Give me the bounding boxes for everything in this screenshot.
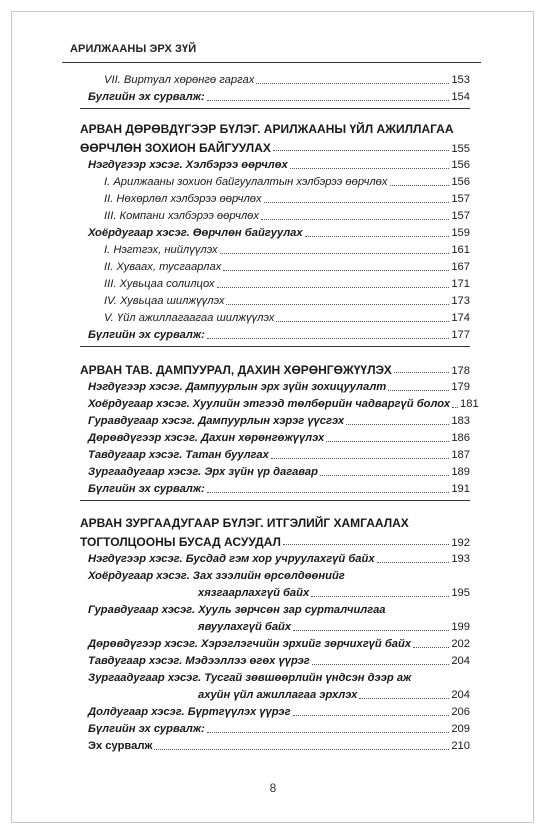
toc-entry-title: Гуравдугаар хэсэг. Дампуурлын хэрэг үүсгэх: [88, 415, 345, 427]
chapter-title: АРВАН ТАВ. ДАМПУУРАЛ, ДАХИН ХӨРӨНГӨЖҮҮЛЭХ: [80, 363, 392, 377]
toc-entry[interactable]: [80, 428, 470, 445]
dot-leader: [154, 749, 449, 750]
toc-entry[interactable]: [80, 411, 470, 428]
dot-leader: [311, 596, 449, 597]
toc-entry-title: Нэгдүгээр хэсэг. Бусдад гэм хор учруулахгүй байх: [88, 553, 375, 565]
header-rule: [62, 62, 481, 63]
toc-entry[interactable]: [80, 274, 470, 291]
toc-entry-page: 210: [451, 740, 470, 752]
dot-leader: [320, 475, 449, 476]
toc-entry[interactable]: [80, 719, 470, 736]
toc-entry-page: 159: [451, 227, 470, 239]
chapter-title-cont: ӨӨРЧЛӨН ЗОХИОН БАЙГУУЛАХ: [80, 141, 271, 155]
toc-entry-title: III. Хувьцаа солилцох: [104, 278, 215, 290]
toc-entry[interactable]: [80, 291, 470, 308]
toc-entry-title: явуулахгүй байх: [198, 621, 292, 633]
dot-leader: [207, 338, 449, 339]
toc-entry[interactable]: [80, 223, 470, 240]
toc-entry-title: Нэгдүгээр хэсэг. Хэлбэрээ өөрчлөх: [88, 159, 288, 171]
section-divider: [80, 500, 470, 501]
toc-entry[interactable]: [80, 394, 479, 411]
toc-entry-title: Эх сурвалж: [88, 740, 153, 752]
dot-leader: [388, 390, 449, 391]
toc-entry-title: II. Хуваах, тусгаарлах: [104, 261, 222, 273]
chapter-title-row[interactable]: [80, 137, 470, 155]
running-title: АРИЛЖААНЫ ЭРХ ЗҮЙ: [70, 43, 197, 55]
toc-entry-title: Дөрөвдүгээр хэсэг. Дахин хөрөнгөжүүлэх: [88, 432, 325, 444]
toc-entry-page: 157: [451, 193, 470, 205]
dot-leader: [359, 698, 449, 699]
dot-leader: [220, 253, 450, 254]
chapter-title[interactable]: АРВАН ДӨРӨВДҮГЭЭР БҮЛЭГ. АРИЛЖААНЫ ҮЙЛ АЖИЛЛАГАА: [80, 122, 454, 136]
dot-leader: [305, 236, 450, 237]
toc-entry[interactable]: [80, 685, 470, 702]
toc-entry-title: Бүлгийн эх сурвалж:: [88, 723, 205, 735]
dot-leader: [273, 150, 449, 151]
toc-entry-page: 183: [451, 415, 470, 427]
chapter-page: 155: [451, 143, 470, 155]
toc-entry-page: 167: [451, 261, 470, 273]
toc-entry[interactable]: [80, 172, 470, 189]
toc-entry-title: Булгийн эх сурвалж:: [88, 91, 205, 103]
toc-entry[interactable]: [80, 583, 470, 600]
chapter-title-row[interactable]: [80, 531, 470, 549]
table-of-contents: [80, 70, 479, 753]
toc-entry[interactable]: [80, 325, 470, 342]
toc-entry-page: 204: [451, 689, 470, 701]
toc-entry-page: 173: [451, 295, 470, 307]
toc-entry[interactable]: [80, 87, 470, 104]
toc-entry-title: I. Нэгтгэх, нийлүүлэх: [104, 244, 218, 256]
toc-entry[interactable]: [80, 702, 470, 719]
toc-entry[interactable]: [80, 257, 470, 274]
toc-entry-page: 195: [451, 587, 470, 599]
toc-entry-title: Бүлгийн эх сурвалж:: [88, 483, 205, 495]
dot-leader: [283, 544, 449, 545]
toc-entry[interactable]: [80, 377, 470, 394]
dot-leader: [413, 647, 449, 648]
toc-entry-page: 204: [451, 655, 470, 667]
toc-entry[interactable]: [80, 155, 470, 172]
dot-leader: [226, 304, 449, 305]
dot-leader: [377, 562, 450, 563]
dot-leader: [261, 219, 449, 220]
toc-entry-page: 191: [451, 483, 470, 495]
toc-entry[interactable]: [80, 189, 470, 206]
toc-entry-page: 154: [451, 91, 470, 103]
dot-leader: [394, 372, 450, 373]
dot-leader: [293, 715, 450, 716]
dot-leader: [207, 100, 450, 101]
toc-entry-title: Зургаадугаар хэсэг. Эрх зүйн үр дагавар: [88, 466, 318, 478]
chapter-title-cont: ТОГТОЛЦООНЫ БУСАД АСУУДАЛ: [80, 535, 281, 549]
toc-entry[interactable]: [80, 549, 470, 566]
section-divider: [80, 346, 470, 347]
toc-entry-title: Нэгдүгээр хэсэг. Дампуурлын эрх зүйн зохицуулалт: [88, 381, 387, 393]
toc-entry[interactable]: [80, 736, 470, 753]
toc-entry[interactable]: [80, 206, 470, 223]
toc-entry-title: хязгаарлахгүй байх: [198, 587, 310, 599]
toc-entry-title: ахуйн үйл ажиллагаа эрхлэх: [198, 689, 358, 701]
chapter-title[interactable]: АРВАН ЗУРГААДУГААР БҮЛЭГ. ИТГЭЛИЙГ ХАМГААЛАХ: [80, 516, 409, 530]
dot-leader: [390, 185, 450, 186]
toc-entry[interactable]: [80, 462, 470, 479]
dot-leader: [346, 424, 449, 425]
toc-entry-page: 199: [451, 621, 470, 633]
dot-leader: [207, 732, 449, 733]
toc-entry-title: Тавдугаар хэсэг. Татан буулгах: [88, 449, 269, 461]
toc-entry[interactable]: [80, 308, 470, 325]
toc-entry-title: III. Компани хэлбэрээ өөрчлөх: [104, 210, 260, 222]
dot-leader: [207, 492, 449, 493]
toc-entry[interactable]: [80, 617, 470, 634]
toc-entry-title: Хоёрдугаар хэсэг. Өөрчлөн байгуулах: [88, 227, 303, 239]
toc-entry-page: 153: [451, 74, 470, 86]
toc-entry-title: Дөрөвдүгээр хэсэг. Хэрэглэгчийн эрхийг зөрчихгүй байх: [88, 638, 412, 650]
dot-leader: [223, 270, 449, 271]
page-number: 8: [269, 781, 277, 795]
toc-entry-line[interactable]: Хоёрдугаар хэсэг. Зах зээлийн өрсөлдөөнийг: [88, 570, 345, 582]
toc-entry-page: 156: [451, 159, 470, 171]
toc-entry-page: 157: [451, 210, 470, 222]
toc-entry-title: Тавдугаар хэсэг. Мэдээллээ өгөх үүрэг: [88, 655, 310, 667]
dot-leader: [217, 287, 450, 288]
toc-entry[interactable]: [80, 651, 470, 668]
dot-leader: [326, 441, 449, 442]
dot-leader: [290, 168, 450, 169]
toc-entry-line[interactable]: Зургаадугаар хэсэг. Тусгай зөвшөөрлийн үндсэн дээр аж: [88, 672, 412, 684]
dot-leader: [312, 664, 450, 665]
dot-leader: [256, 83, 449, 84]
toc-entry-title: Бүлгийн эх сурвалж:: [88, 329, 205, 341]
toc-entry-page: 189: [451, 466, 470, 478]
dot-leader: [293, 630, 449, 631]
toc-entry-title: VII. Виртуал хөрөнгө гаргах: [104, 74, 255, 86]
toc-entry-page: 209: [451, 723, 470, 735]
toc-entry-page: 193: [451, 553, 470, 565]
chapter-page: 192: [451, 537, 470, 549]
toc-entry-page: 187: [451, 449, 470, 461]
toc-entry-page: 171: [451, 278, 470, 290]
toc-entry-page: 161: [451, 244, 470, 256]
toc-entry-page: 206: [451, 706, 470, 718]
dot-leader: [452, 407, 458, 408]
toc-entry-page: 179: [451, 381, 470, 393]
toc-entry-title: Хоёрдугаар хэсэг. Хуулийн этгээд төлбөрийн чадваргүй болох: [88, 398, 451, 410]
toc-entry-page: 177: [451, 329, 470, 341]
toc-entry[interactable]: [80, 445, 470, 462]
toc-entry-line[interactable]: Гуравдугаар хэсэг. Хууль зөрчсөн зар сурталчилгаа: [88, 604, 386, 616]
toc-entry-page: 181: [460, 398, 479, 410]
dot-leader: [276, 321, 449, 322]
chapter-title-row[interactable]: [80, 359, 470, 377]
dot-leader: [271, 458, 450, 459]
toc-entry-page: 202: [451, 638, 470, 650]
toc-entry[interactable]: [80, 70, 470, 87]
dot-leader: [264, 202, 450, 203]
toc-entry-title: II. Нөхөрлөл хэлбэрээ өөрчлөх: [104, 193, 262, 205]
chapter-page: 178: [451, 365, 470, 377]
toc-entry[interactable]: [80, 240, 470, 257]
toc-entry[interactable]: [80, 634, 470, 651]
toc-entry-title: V. Үйл ажиллагаагаа шилжүүлэх: [104, 312, 275, 324]
toc-entry[interactable]: [80, 479, 470, 496]
toc-entry-page: 156: [451, 176, 470, 188]
toc-entry-page: 174: [451, 312, 470, 324]
toc-entry-title: I. Арилжааны зохион байгуулалтын хэлбэрээ өөрчлөх: [104, 176, 388, 188]
toc-entry-title: IV. Хувьцаа шилжүүлэх: [104, 295, 225, 307]
toc-entry-title: Долдугаар хэсэг. Бүртгүүлэх үүрэг: [88, 706, 291, 718]
section-divider: [80, 108, 470, 109]
toc-entry-page: 186: [451, 432, 470, 444]
